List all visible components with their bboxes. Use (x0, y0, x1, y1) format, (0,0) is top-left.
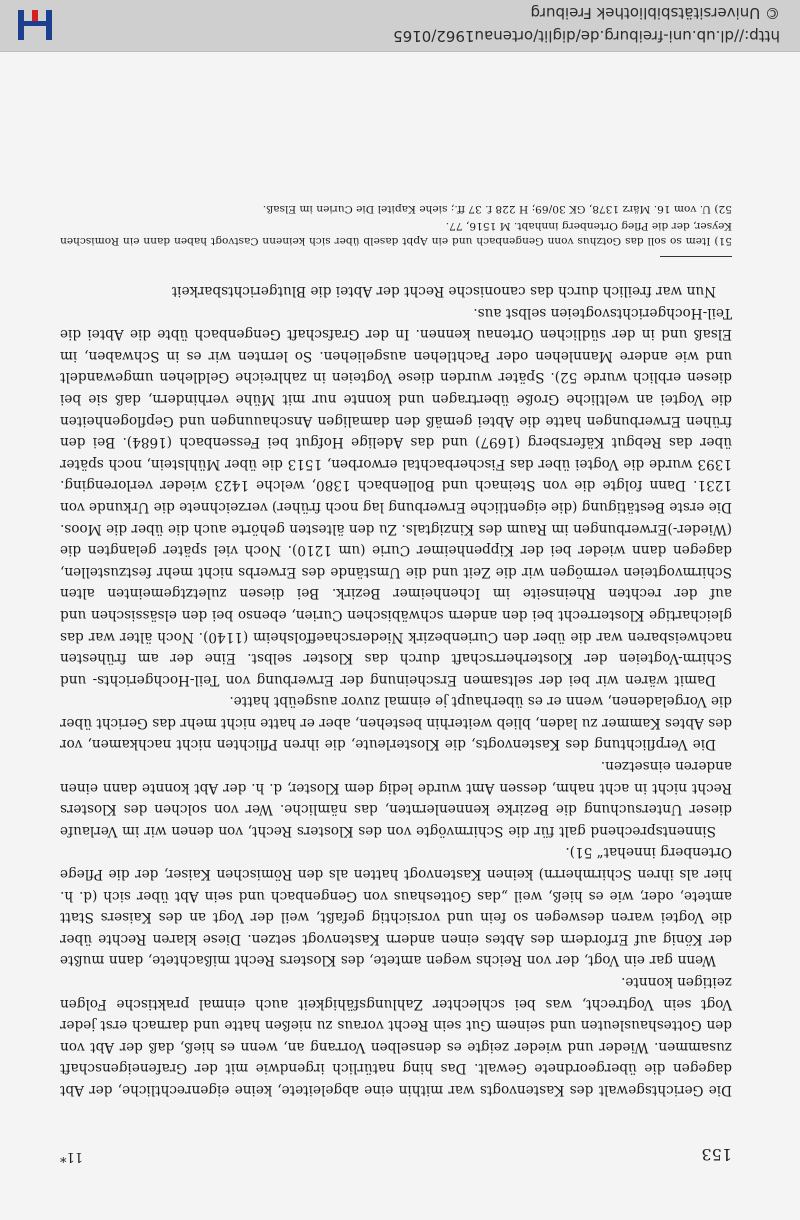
copyright-notice: © Universitätsbibliothek Freiburg (530, 4, 780, 22)
footnote-52: 52) U. vom 16. März 1378, GK 30/69; H 228 f. 37 ff.; siehe Kapitel Die Curien im Elsaß. (262, 203, 732, 216)
paragraph-4: Die Verpflichtung des Kastenvogts, die Klosterleute, die ihren Pflichten nicht nachkamen, vor des Abtes Kammer zu laden, blieb weiterhin bestehen, aber er hatte nicht mehr das Gericht über die Vorgeladenen, wenn er es überhaupt je einmal zuvor ausgeübt hatte. (60, 693, 732, 753)
library-banner (0, 0, 800, 52)
page-number: 153 (701, 1145, 732, 1164)
footnotes (60, 201, 732, 265)
paragraph-6: Nun war freilich durch das canonische Recht der Abtei die Blutgerichtsbarkeit (171, 283, 716, 300)
ub-freiburg-logo-icon (14, 7, 56, 43)
page-content (60, 199, 732, 1164)
footnote-51: 51) Item so soll das Gotzhus vonn Gengenbach und ein Apbt daselb über sich keinenn Castvogt haben dann ein Romischen Keyser, der die Pfleg Ortenberg innhabt. M 1516, 77. (60, 220, 732, 248)
footnote-rule (660, 256, 732, 257)
paragraph-2: Wenn gar ein Vogt, der von Reichs wegen amtete, des Klosters Recht mißachtete, dann mußte der König auf Erfordern des Abtes einen andern Kastenvogt setzen. Diese klaren Rechte über die Vogtei waren deswegen so fein und vorsichtig gefaßt, weil der Vogt an des Kaisers Statt amtete, oder, wie es hieß, weil „das Gotteshaus von Gengenbach und sein Abt über sich (d. h. hier als ihren Schirmherrn) keinen Kastenvogt hatten als den Römischen Kaiser, der die Pflege Ortenberg innehat“ 51). (60, 844, 732, 969)
paragraph-1: Die Gerichtsgewalt des Kastenvogts war mithin eine abgeleitete, keine eigenrechtliche, der Abt dagegen die übergeordnete Gewalt. Das hing natürlich irgendwie mit der Grafeneigenschaft zusammen. Wieder und wieder zeigte es denselben Vorrang an, wenn es hieß, daß der Abt von den Gotteshausleuten und seinem Gut sein Recht voraus zu nießen hatte und darnach erst jeder Vogt sein Vogtrecht, was bei schlechter Zahlungsfähigkeit auch einmal praktische Folgen zeitigen konnte. (60, 974, 732, 1098)
paragraph-3: Sinnentsprechend galt für die Schirmvögte von des Klosters Recht, von denen wir im Verlaufe dieser Untersuchung die Bezirke kennenlernten, das nämliche. Wer von solchen des Klosters Recht nicht in acht nahm, dessen Amt wurde ledig dem Kloster, d. h. der Abt konnte dann einen anderen einsetzen. (60, 758, 732, 839)
page-header (60, 1140, 732, 1164)
permalink-url[interactable]: http://dl.ub.uni-freiburg.de/diglit/ortenau1962/0165 (393, 27, 780, 45)
printer-signature: 11* (60, 1149, 84, 1164)
paragraph-5: Damit wären wir bei der seltsamen Erscheinung der Erwerbung von Teil-Hochgerichts- und Schirm-Vogteien der Klosterherrschaft durch das Kloster selbst. Eine der am frühesten nachweisbaren war die über den Curienbezirk Niederschaeffolsheim (1140). Noch älter war das gleichartige Klosterrecht bei den andern schwäbischen Curien, ebenso bei den elsässischen und auf der rechten Rheinseite im Ichenheimer Bezirk. Bei diesen zuletztgemeinten alten Schirmvogteien vermögen wir die Zeit und die Umstände des Erwerbs nicht mehr festzustellen, dagegen dann wieder bei der Kippenheimer Curie (um 1210). Noch viel später gelangten die (Wieder-)Erwerbungen im Raum des Kinzigtals. Zu den ältesten gehörte auch die über die Moos. Die erste Bestätigung (die eigentliche Erwerbung lag noch früher) verzeichnete die Urkunde von 1231. Dann folgte die von Steinach und Bollenbach 1380, welche 1423 wieder verlorenging. 1393 wurde die Vogtei über das Fischerbachtal erworben, 1513 die über Mühlstein, noch später über das Rebgut Käfersberg (1697) und das Adelige Hofgut bei Fessenbach (1684). Bei den frühen Erwerbungen hatte die Abtei gemäß den damaligen Anschauungen und Gepflogenheiten die Vogtei an weltliche Große übertragen und konnte nur mit Mühe verhindern, daß sie bei diesen erblich wurde 52). Später wurden diese Vogteien in zahlreiche Geldlehen umgewandelt und wie andere Mannlehen oder Pachtlehen ausgeliehen. So lernten wir es in Schwaben, im Elsaß und in der südlichen Ortenau kennen. In der Grafschaft Gengenbach übte die Abtei die Teil-Hochgerichtsvogteien selbst aus. (60, 304, 732, 688)
